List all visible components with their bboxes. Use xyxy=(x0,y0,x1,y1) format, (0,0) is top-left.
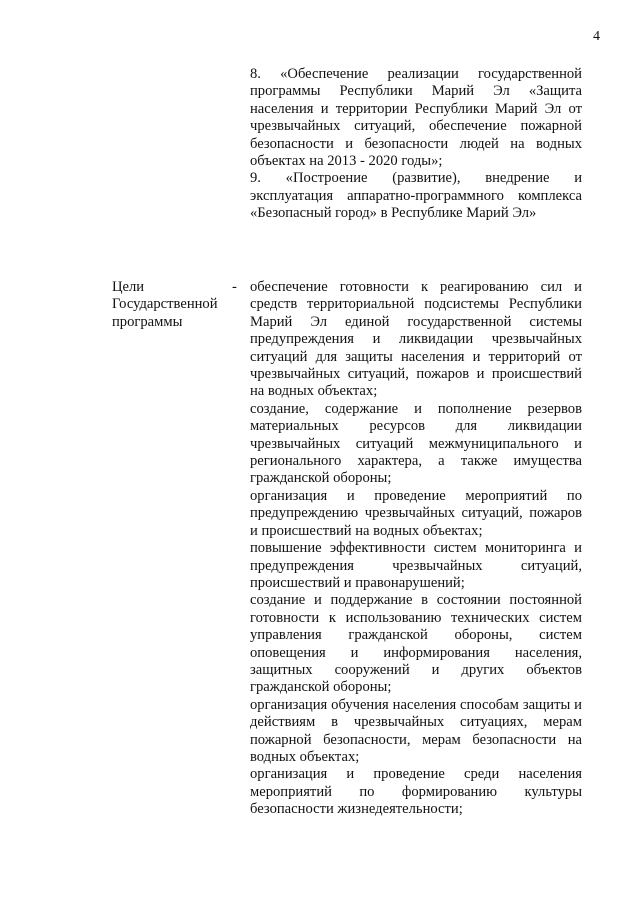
program-item-8: 8. «Обеспечение реализации государственной программы Республики Марий Эл «Защита населения и территории Республики Марий Эл от чрезвычайных ситуаций, обеспечение пожарной безопасности и безопасности людей на водных объектах на 2013 - 2020 годы»; xyxy=(250,66,582,170)
goal-item: создание, содержание и пополнение резервов материальных ресурсов для ликвидации чрезвычайных ситуаций межмуниципального и регионального характера, а также имущества гражданской обороны; xyxy=(250,400,582,487)
goal-item: организация обучения населения способам защиты и действиям в чрезвычайных ситуациях, мерам пожарной безопасности, мерам безопасности на водных объектах; xyxy=(250,696,582,765)
goals-list xyxy=(250,279,582,819)
goal-item: организация и проведение мероприятий по предупреждению чрезвычайных ситуаций, пожаров и происшествий на водных объектах; xyxy=(250,487,582,539)
program-items-list xyxy=(250,66,582,223)
goal-item: создание и поддержание в состоянии постоянной готовности к использованию технических систем управления гражданской обороны, систем оповещения и информирования населения, защитных сооружений и других объектов гражданской обороны; xyxy=(250,592,582,696)
goal-item: обеспечение готовности к реагированию сил и средств территориальной подсистемы Республики Марий Эл единой государственной системы предупреждения и ликвидации чрезвычайных ситуаций для защиты населения и территорий от чрезвычайных ситуаций, пожаров и происшествий на водных объектах; xyxy=(250,279,582,400)
page-number: 4 xyxy=(593,29,600,44)
goals-label: Цели Государственной программы xyxy=(112,279,218,330)
goal-item: организация и проведение среди населения мероприятий по формированию культуры безопасности жизнедеятельности; xyxy=(250,766,582,818)
goal-item: повышение эффективности систем мониторинга и предупреждения чрезвычайных ситуаций, происшествий и правонарушений; xyxy=(250,540,582,591)
goals-dash: - xyxy=(232,279,237,295)
program-item-9: 9. «Построение (развитие), внедрение и эксплуатация аппаратно-программного комплекса «Безопасный город» в Республике Марий Эл» xyxy=(250,170,582,222)
